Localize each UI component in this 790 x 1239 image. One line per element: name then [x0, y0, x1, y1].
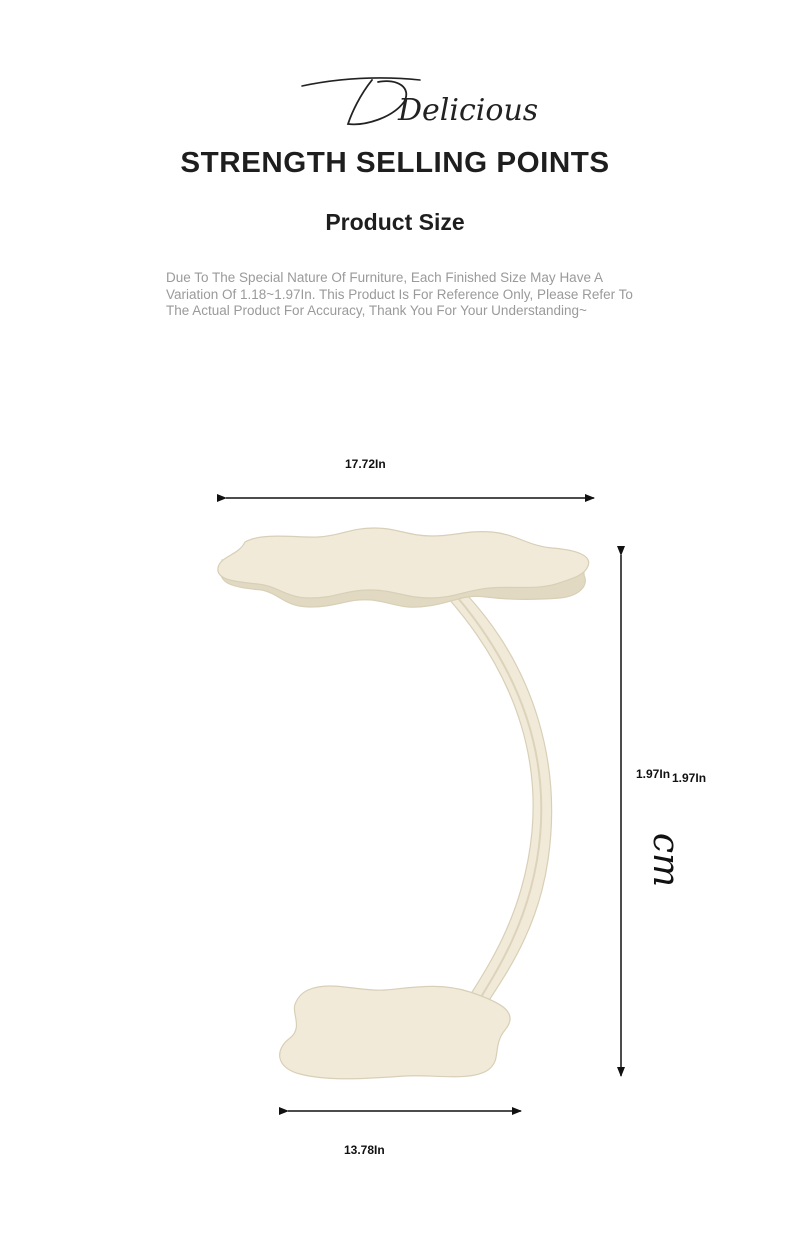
disclaimer-text: Due To The Special Nature Of Furniture, Each Finished Size May Have A Variation Of 1.18~1.97In. This Product Is For Reference Only, Please Refer To The Actual Product For Accuracy, Thank You For Your Understanding~ [166, 270, 633, 318]
table-top [218, 528, 589, 607]
height-label-b: 1.97In [672, 771, 707, 785]
top-width-label: 17.72In [345, 457, 386, 471]
unit-glyph: cm [645, 832, 686, 888]
table-stem [448, 596, 552, 1002]
headline: STRENGTH SELLING POINTS [180, 147, 610, 179]
height-label-a: 1.97In [636, 767, 671, 781]
brand-script-text: Delicious [398, 93, 539, 128]
table-base [280, 986, 510, 1079]
section-title: Product Size [325, 209, 465, 235]
bottom-width-label: 13.78In [344, 1143, 385, 1157]
